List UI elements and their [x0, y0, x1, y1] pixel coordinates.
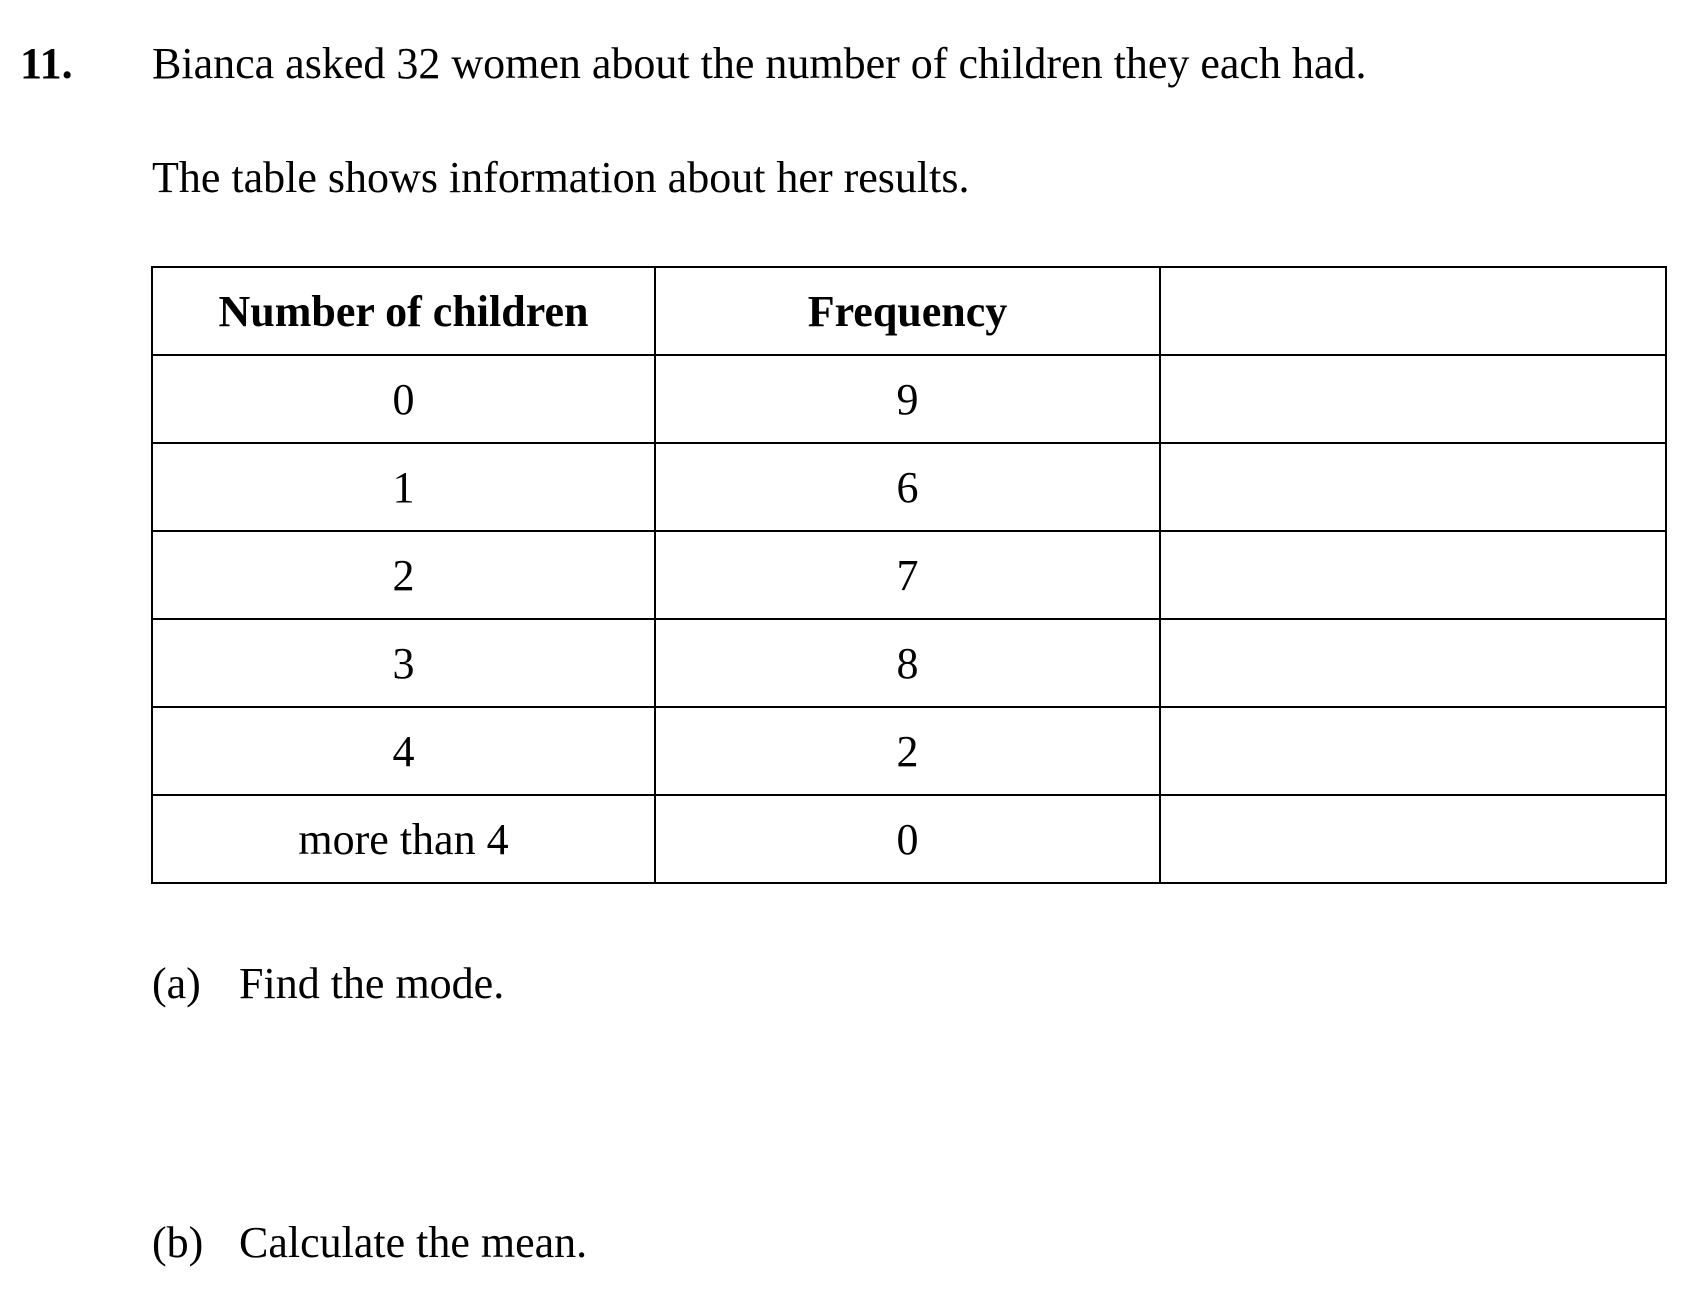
- children-cell: 2: [152, 531, 655, 619]
- table-row: [152, 443, 1666, 531]
- working-cell[interactable]: [1160, 707, 1666, 795]
- table-row: [152, 795, 1666, 883]
- frequency-cell: 9: [655, 355, 1160, 443]
- table-row: [152, 707, 1666, 795]
- working-cell[interactable]: [1160, 355, 1666, 443]
- working-cell[interactable]: [1160, 531, 1666, 619]
- table-row: [152, 619, 1666, 707]
- part-a-text: Find the mode.: [239, 959, 505, 1008]
- children-cell: 3: [152, 619, 655, 707]
- part-b-label: (b): [152, 1218, 204, 1267]
- question-intro: Bianca asked 32 women about the number of children they each had.: [152, 39, 1367, 88]
- question-number: 11.: [20, 39, 73, 88]
- frequency-cell: 2: [655, 707, 1160, 795]
- working-cell[interactable]: [1160, 795, 1666, 883]
- part-b: [152, 1217, 587, 1269]
- children-cell: 1: [152, 443, 655, 531]
- frequency-table: [151, 266, 1667, 884]
- part-b-text: Calculate the mean.: [239, 1218, 588, 1267]
- table-header-row: [152, 267, 1666, 355]
- frequency-cell: 8: [655, 619, 1160, 707]
- children-cell: 4: [152, 707, 655, 795]
- working-cell[interactable]: [1160, 443, 1666, 531]
- frequency-cell: 7: [655, 531, 1160, 619]
- frequency-cell: 6: [655, 443, 1160, 531]
- header-frequency: Frequency: [655, 267, 1160, 355]
- children-cell: more than 4: [152, 795, 655, 883]
- part-a: [152, 958, 504, 1010]
- working-cell[interactable]: [1160, 619, 1666, 707]
- header-number-of-children: Number of children: [152, 267, 655, 355]
- children-cell: 0: [152, 355, 655, 443]
- part-a-label: (a): [152, 959, 201, 1008]
- frequency-cell: 0: [655, 795, 1160, 883]
- table-intro: The table shows information about her results.: [152, 153, 970, 202]
- header-working-column: [1160, 267, 1666, 355]
- table-row: [152, 531, 1666, 619]
- table-row: [152, 355, 1666, 443]
